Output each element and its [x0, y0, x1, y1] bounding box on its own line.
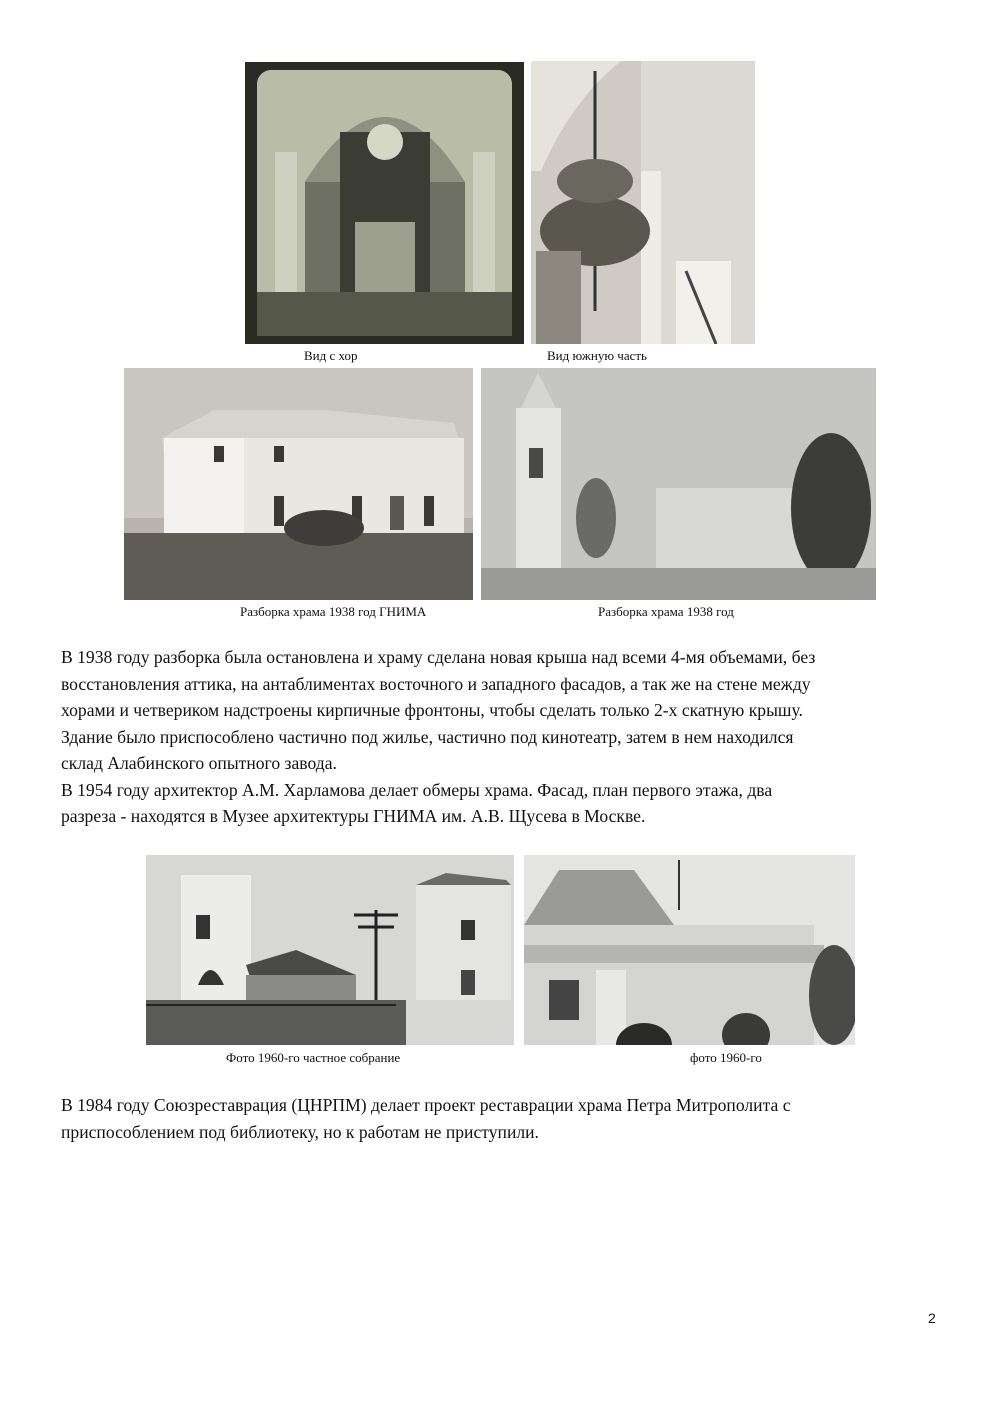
caption-dismantling-gnima: Разборка храма 1938 год ГНИМА: [240, 604, 427, 619]
page-number: 2: [928, 1310, 936, 1326]
caption-1960-private-collection: Фото 1960-го частное собрание: [226, 1050, 401, 1065]
paragraph-history-1938-1954: [61, 644, 951, 830]
text-line: В 1938 году разборка была остановлена и храму сделана новая крыша над всеми 4-мя объемами, без: [61, 647, 816, 667]
caption-choir-view: Вид с хор: [304, 348, 358, 363]
text-line: В 1954 году архитектор А.М. Харламова делает обмеры храма. Фасад, план первого этажа, два: [61, 779, 773, 800]
text-line: приспособлением под библиотеку, но к работам не приступили.: [61, 1121, 539, 1142]
photo-south-view: [531, 61, 755, 344]
photo-dismantling-gnima: [124, 368, 473, 600]
text-line: В 1984 году Союзреставрация (ЦНРПМ) делает проект реставрации храма Петра Митрополита с: [61, 1095, 791, 1115]
text-line: склад Алабинского опытного завода.: [61, 753, 337, 773]
photo-1960: [524, 855, 855, 1045]
photo-dismantling: [481, 368, 876, 600]
text-line: хорами и четвериком надстроены кирпичные фронтоны, чтобы сделать только 2-х скатную крышу.: [61, 700, 803, 720]
photo-1960-private-collection: [146, 855, 514, 1045]
paragraph-history-1984: [61, 1092, 951, 1145]
caption-south-view: Вид южную часть: [547, 348, 647, 363]
text-line: разреза - находятся в Музее архитектуры ГНИМА им. А.В. Щусева в Москве.: [61, 806, 646, 826]
text-line: Здание было приспособлено частично под жилье, частично под кинотеатр, затем в нем находился: [61, 726, 794, 747]
caption-1960: фото 1960-го: [690, 1050, 762, 1065]
caption-dismantling: Разборка храма 1938 год: [598, 604, 734, 619]
text-line: восстановления аттика, на антаблиментах восточного и западного фасадов, а так же на стене между: [61, 673, 811, 694]
photo-choir-view: [245, 62, 524, 344]
